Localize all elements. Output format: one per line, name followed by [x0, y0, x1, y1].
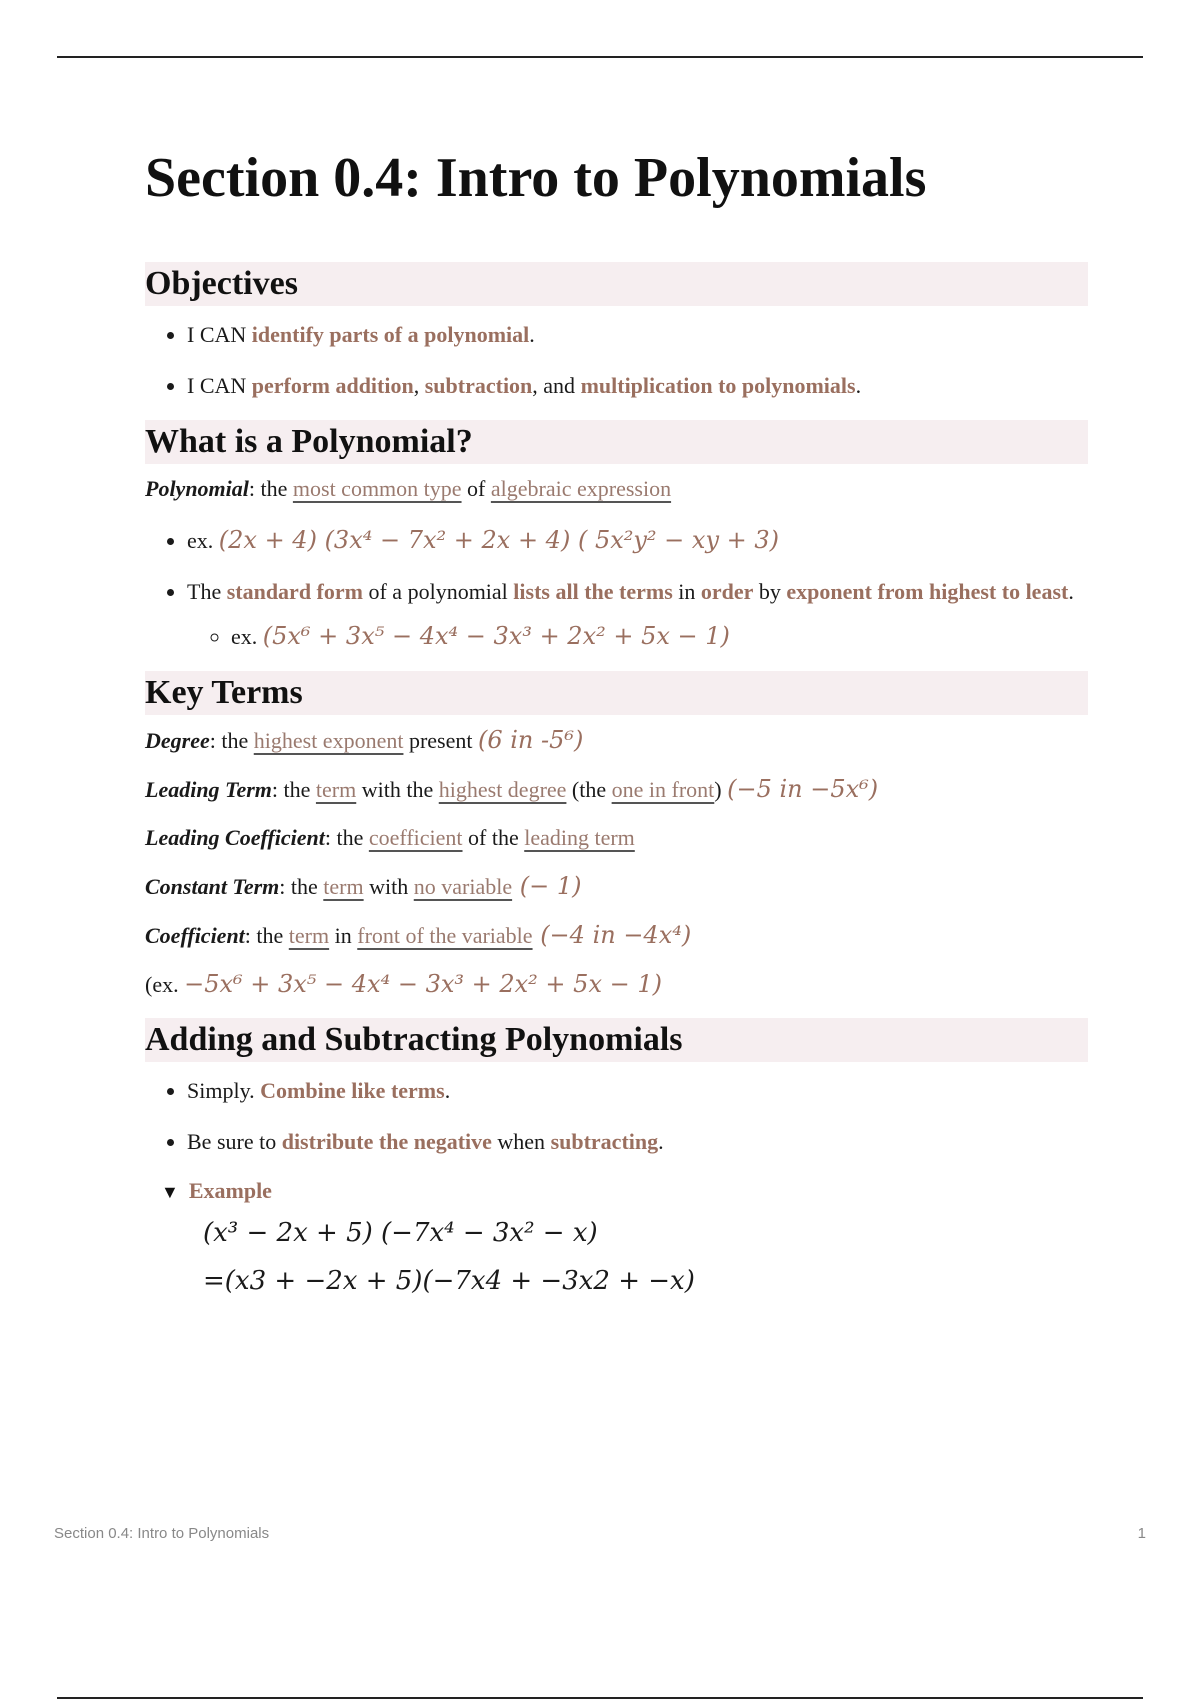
- example-toggle-block: [161, 1174, 1088, 1305]
- definition-leading-term: Leading Term: the term with the highest degree (the one in front) (−5 in −5x⁶): [145, 774, 879, 803]
- heading-what-is: What is a Polynomial?: [145, 420, 1088, 464]
- math-expression: (5x⁶ + 3x⁵ − 4x⁴ − 3x³ + 2x² + 5x − 1): [262, 621, 730, 650]
- page-content: [145, 100, 1088, 1321]
- adding-list: [145, 1072, 1088, 1160]
- list-item: • The standard form of a polynomial lists all the terms in order by exponent from highest to least. ◦ ex. (5x⁶ + 3x⁵ − 4x⁴ − 3x³ + 2x² + 5x − 1): [187, 573, 1088, 655]
- definition-constant-term: Constant Term: the term with no variable (− 1): [145, 871, 582, 900]
- list-item: • I CAN identify parts of a polynomial.: [187, 316, 1088, 353]
- section-what-is: [145, 420, 1088, 655]
- section-key-terms: [145, 671, 1088, 1000]
- section-objectives: [145, 262, 1088, 404]
- page-title: Section 0.4: Intro to Polynomials: [145, 147, 927, 209]
- list-item: • I CAN perform addition, subtraction, and multiplication to polynomials.: [187, 367, 1088, 404]
- list-item: • Simply. Combine like terms.: [187, 1072, 1088, 1109]
- heading-key-terms: Key Terms: [145, 671, 1088, 715]
- footer-title: Section 0.4: Intro to Polynomials: [54, 1525, 270, 1542]
- heading-objectives: Objectives: [145, 262, 1088, 306]
- definition-degree: Degree: the highest exponent present (6 in -5⁶): [145, 725, 584, 754]
- example-toggle[interactable]: ▼ Example: [161, 1177, 272, 1203]
- key-terms-example: (ex. −5x⁶ + 3x⁵ − 4x⁴ − 3x³ + 2x² + 5x − 1): [145, 969, 662, 998]
- what-list: [145, 522, 1088, 655]
- definition-polynomial: Polynomial: the most common type of algebraic expression: [145, 475, 672, 501]
- list-item: • Be sure to distribute the negative when subtracting.: [187, 1123, 1088, 1160]
- example-line-2: =(x3 + −2x + 5)(−7x4 + −3x2 + −x): [203, 1265, 695, 1296]
- math-expression: −5x⁶ + 3x⁵ − 4x⁴ − 3x³ + 2x² + 5x − 1): [184, 969, 662, 998]
- bottom-rule: [57, 1697, 1143, 1699]
- page-footer: [54, 1525, 1146, 1542]
- objectives-list: [145, 316, 1088, 404]
- triangle-down-icon: ▼: [161, 1181, 179, 1202]
- top-rule: [57, 56, 1143, 58]
- section-adding-subtracting: [145, 1018, 1088, 1305]
- definition-coefficient: Coefficient: the term in front of the variable (−4 in −4x⁴): [145, 920, 692, 949]
- heading-adding-subtracting: Adding and Subtracting Polynomials: [145, 1018, 1088, 1062]
- list-item: ◦ ex. (5x⁶ + 3x⁵ − 4x⁴ − 3x³ + 2x² + 5x − 1): [231, 618, 1088, 655]
- sub-list: [187, 618, 1088, 655]
- example-line-1: (x³ − 2x + 5) (−7x⁴ − 3x² − x): [203, 1217, 598, 1248]
- math-expression: (2x + 4) (3x⁴ − 7x² + 2x + 4) ( 5x²y² − xy + 3): [218, 525, 780, 554]
- list-item: • ex. (2x + 4) (3x⁴ − 7x² + 2x + 4) ( 5x²y² − xy + 3): [187, 522, 1088, 559]
- page-number: 1: [1137, 1525, 1146, 1542]
- definition-leading-coefficient: Leading Coefficient: the coefficient of the leading term: [145, 824, 635, 850]
